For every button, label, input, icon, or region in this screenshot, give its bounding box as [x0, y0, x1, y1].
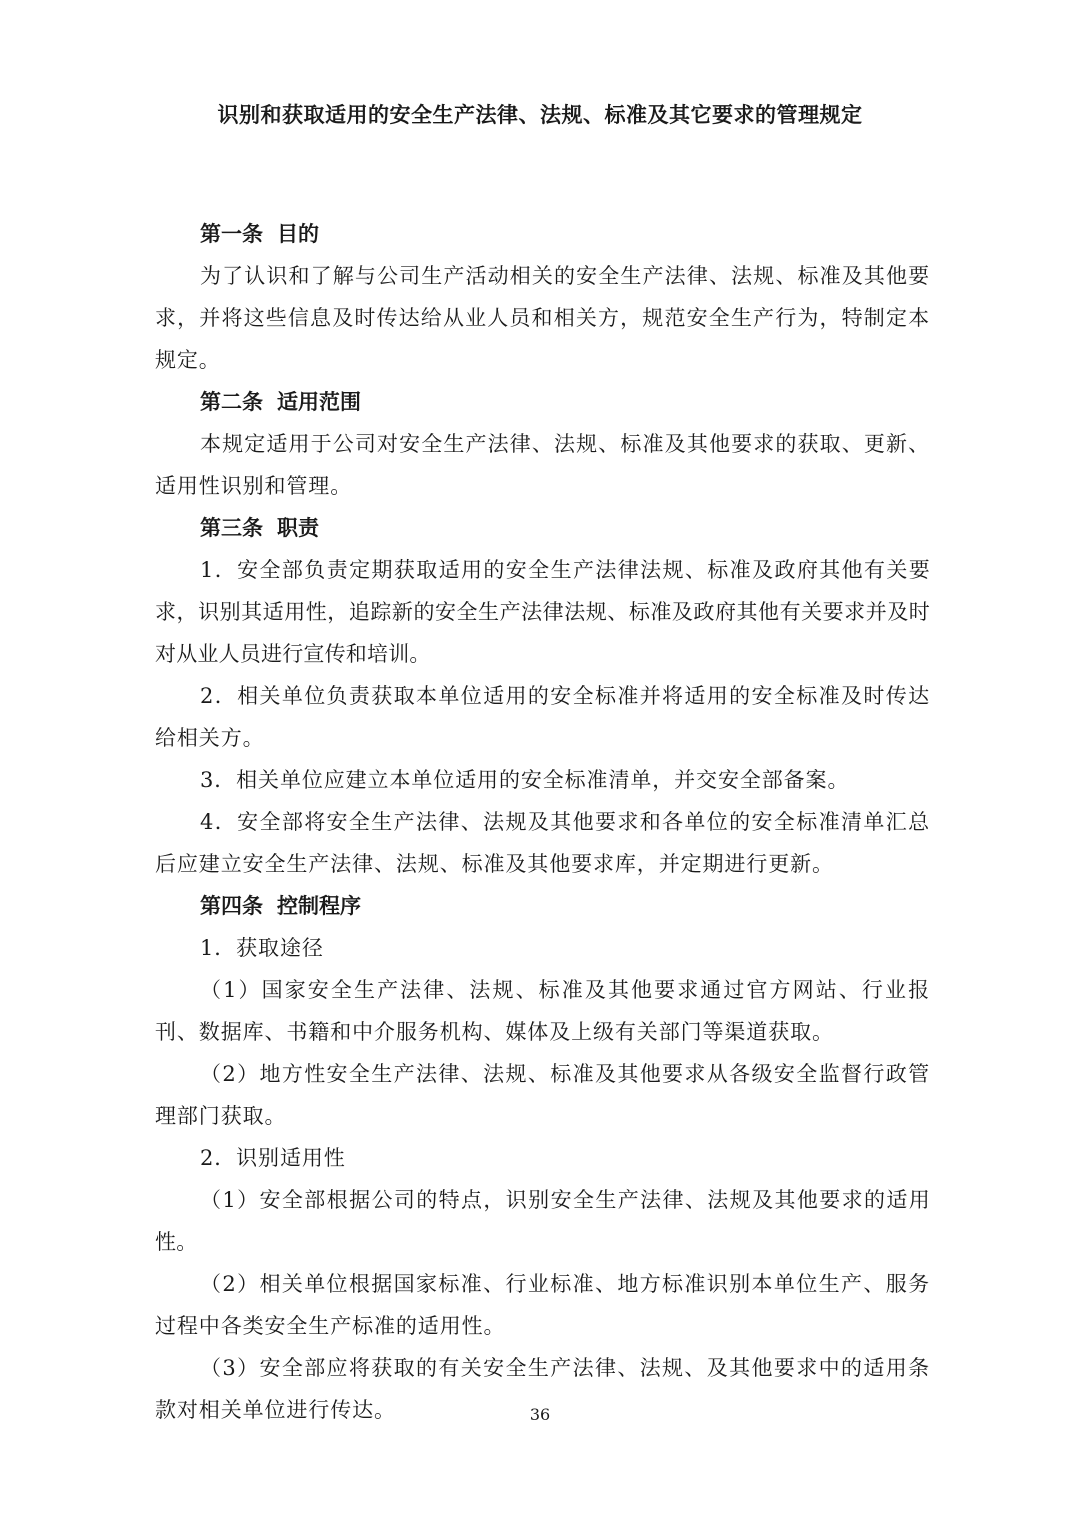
article-1-text: 为了认识和了解与公司生产活动相关的安全生产法律、法规、标准及其他要求，并将这些信息及时传达给从业人员和相关方，规范安全生产行为，特制定本规定。 [155, 264, 930, 372]
article-number: 第三条 [200, 515, 263, 540]
article-3-item-4: 4．安全部将安全生产法律、法规及其他要求和各单位的安全标准清单汇总后应建立安全生产法律、法规、标准及其他要求库，并定期进行更新。 [155, 810, 930, 876]
section-2-item-3: （3）安全部应将获取的有关安全生产法律、法规、及其他要求中的适用条款对相关单位进行传达。 [155, 1356, 930, 1422]
article-number: 第二条 [200, 389, 263, 414]
article-number: 第一条 [200, 221, 263, 246]
article-title: 控制程序 [277, 893, 361, 918]
article-3-item-1: 1．安全部负责定期获取适用的安全生产法律法规、标准及政府其他有关要求，识别其适用性，追踪新的安全生产法律法规、标准及政府其他有关要求并及时对从业人员进行宣传和培训。 [155, 558, 930, 666]
section-2-item-1: （1）安全部根据公司的特点，识别安全生产法律、法规及其他要求的适用性。 [155, 1188, 930, 1254]
article-3-item-2: 2．相关单位负责获取本单位适用的安全标准并将适用的安全标准及时传达给相关方。 [155, 684, 930, 750]
article-number: 第四条 [200, 893, 263, 918]
article-title: 职责 [277, 515, 319, 540]
section-1-item-1: （1）国家安全生产法律、法规、标准及其他要求通过官方网站、行业报刊、数据库、书籍和中介服务机构、媒体及上级有关部门等渠道获取。 [155, 978, 930, 1044]
article-title: 适用范围 [277, 389, 361, 414]
section-1-item-2: （2）地方性安全生产法律、法规、标准及其他要求从各级安全监督行政管理部门获取。 [155, 1062, 930, 1128]
article-title: 目的 [277, 221, 319, 246]
article-3-item-3: 3．相关单位应建立本单位适用的安全标准清单，并交安全部备案。 [200, 768, 850, 792]
article-1-heading [155, 213, 930, 255]
page-number: 36 [529, 1405, 551, 1424]
document-title: 识别和获取适用的安全生产法律、法规、标准及其它要求的管理规定 [217, 102, 863, 127]
document-body [155, 213, 930, 1431]
article-2-heading [155, 381, 930, 423]
section-2-item-2: （2）相关单位根据国家标准、行业标准、地方标准识别本单位生产、服务过程中各类安全生产标准的适用性。 [155, 1272, 930, 1338]
section-1-title: 1．获取途径 [200, 936, 324, 960]
article-3-heading [155, 507, 930, 549]
article-4-heading [155, 885, 930, 927]
section-2-title: 2．识别适用性 [200, 1146, 346, 1170]
article-2-text: 本规定适用于公司对安全生产法律、法规、标准及其他要求的获取、更新、适用性识别和管理。 [155, 432, 930, 498]
